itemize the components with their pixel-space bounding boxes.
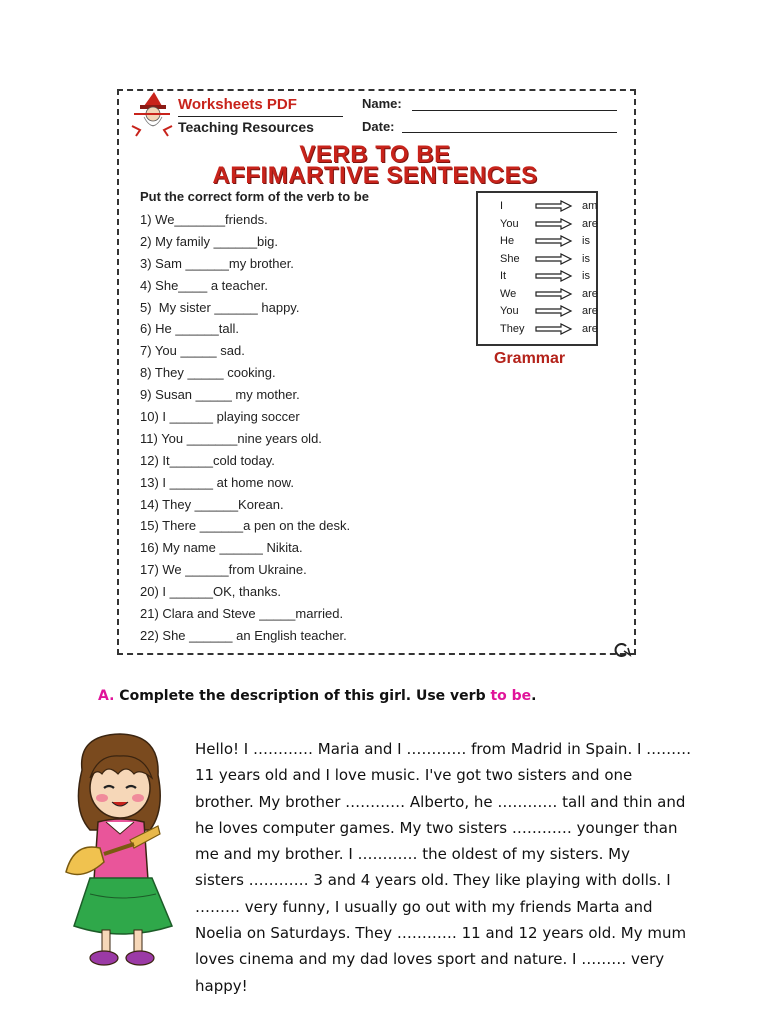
arrow-icon — [535, 253, 573, 265]
subject-pronoun: They — [500, 322, 525, 335]
section-instruction: Complete the description of this girl. Use verb — [114, 688, 491, 704]
verb-form: are — [582, 287, 598, 300]
question-item: 15) There ______a pen on the desk. — [140, 518, 351, 534]
corner-stamp-icon — [612, 642, 632, 658]
question-item: 7) You _____ sad. — [140, 343, 245, 359]
date-field[interactable] — [402, 132, 617, 133]
verb-form: are — [582, 217, 598, 230]
conjugation-row — [478, 216, 596, 234]
question-item: 13) I ______ at home now. — [140, 474, 294, 490]
paragraph-line: 11 years old and I love music. I've got two sisters and one — [195, 766, 633, 785]
verb-form: are — [582, 305, 598, 317]
subject-pronoun: You — [500, 217, 519, 230]
conjugation-row — [478, 303, 596, 321]
grammar-label: Grammar — [494, 350, 566, 367]
conjugation-table — [476, 191, 598, 346]
question-item: 9) Susan _____ my mother. — [140, 387, 300, 403]
arrow-icon — [535, 218, 573, 230]
arrow-icon — [535, 200, 573, 212]
question-item: 1) We_______friends. — [140, 212, 268, 227]
verb-form: are — [582, 322, 598, 335]
arrow-icon — [535, 305, 573, 317]
subject-pronoun: It — [500, 270, 507, 282]
page-title: VERB TO BE — [299, 141, 451, 168]
date-label: Date: — [362, 119, 395, 134]
verb-form: is — [582, 235, 590, 247]
paragraph-line: happy! — [195, 976, 248, 995]
arrow-icon — [535, 235, 573, 247]
wizard-logo-icon — [130, 92, 174, 138]
conjugation-row — [478, 268, 596, 286]
question-item: 6) He ______tall. — [140, 321, 240, 337]
paragraph-line: Noelia on Saturdays. They ………… 11 and 12 years old. My mum — [195, 924, 687, 943]
question-item: 10) I ______ playing soccer — [140, 409, 300, 425]
conjugation-row — [478, 233, 596, 251]
paragraph-line: Hello! I ………… Maria and I ………… from Madrid in Spain. I ……… — [195, 740, 692, 758]
question-item: 5) My sister ______ happy. — [140, 299, 300, 315]
section-a-heading — [98, 688, 537, 704]
subject-pronoun: You — [500, 305, 519, 317]
girl-illustration — [60, 730, 185, 970]
question-item: 3) Sam ______my brother. — [140, 255, 294, 271]
conjugation-row — [478, 286, 596, 304]
paragraph-line: loves cinema and my dad loves sport and nature. I ……… very — [195, 950, 665, 969]
question-item: 8) They _____ cooking. — [140, 365, 276, 381]
paragraph-line: sisters ………… 3 and 4 years old. They like playing with dolls. I — [195, 871, 671, 890]
question-item: 21) Clara and Steve _____married. — [140, 606, 344, 622]
question-item: 14) They ______Korean. — [140, 496, 284, 512]
paragraph-line: he loves computer games. My two sisters ………… younger than — [195, 818, 678, 837]
subject-pronoun: I — [500, 200, 504, 212]
paragraph-line: ……… very funny, I usually go out with my friends Marta and — [195, 897, 653, 916]
description-paragraph — [195, 736, 692, 999]
question-list — [140, 212, 350, 650]
question-item: 11) You _______nine years old. — [140, 430, 322, 446]
question-item: 16) My name ______ Nikita. — [140, 540, 303, 556]
verb-form: is — [582, 252, 590, 265]
question-item: 17) We ______from Ukraine. — [140, 562, 307, 578]
paragraph-line: me and my brother. I ………… the oldest of my sisters. My — [195, 845, 630, 864]
question-item: 4) She____ a teacher. — [140, 277, 268, 293]
paragraph-line: brother. My brother ………… Alberto, he ………… tall and thin and — [195, 792, 686, 811]
brand-title: Worksheets PDF — [178, 96, 297, 113]
name-field[interactable] — [412, 110, 617, 111]
question-item: 12) It______cold today. — [140, 452, 275, 468]
verb-form: am — [582, 200, 598, 212]
arrow-icon — [535, 270, 573, 282]
subject-pronoun: We — [500, 287, 517, 300]
question-item: 2) My family ______big. — [140, 233, 279, 249]
conjugation-row — [478, 251, 596, 269]
brand-divider — [178, 116, 343, 117]
arrow-icon — [535, 323, 573, 335]
question-item: 22) She ______ an English teacher. — [140, 627, 347, 643]
conjugation-row — [478, 198, 596, 216]
section-letter: A. — [98, 688, 115, 704]
verb-form: is — [582, 270, 590, 282]
arrow-icon — [535, 288, 573, 300]
conjugation-row — [478, 321, 596, 339]
section-accent: to be — [490, 688, 532, 704]
question-item: 20) I ______OK, thanks. — [140, 584, 281, 600]
brand-subtitle: Teaching Resources — [178, 119, 314, 135]
subject-pronoun: She — [500, 252, 520, 265]
name-label: Name: — [362, 96, 402, 111]
page-subtitle: AFFIMARTIVE SENTENCES — [212, 162, 538, 189]
section-end: . — [531, 688, 537, 704]
subject-pronoun: He — [500, 235, 515, 247]
instruction: Put the correct form of the verb to be — [140, 189, 369, 204]
